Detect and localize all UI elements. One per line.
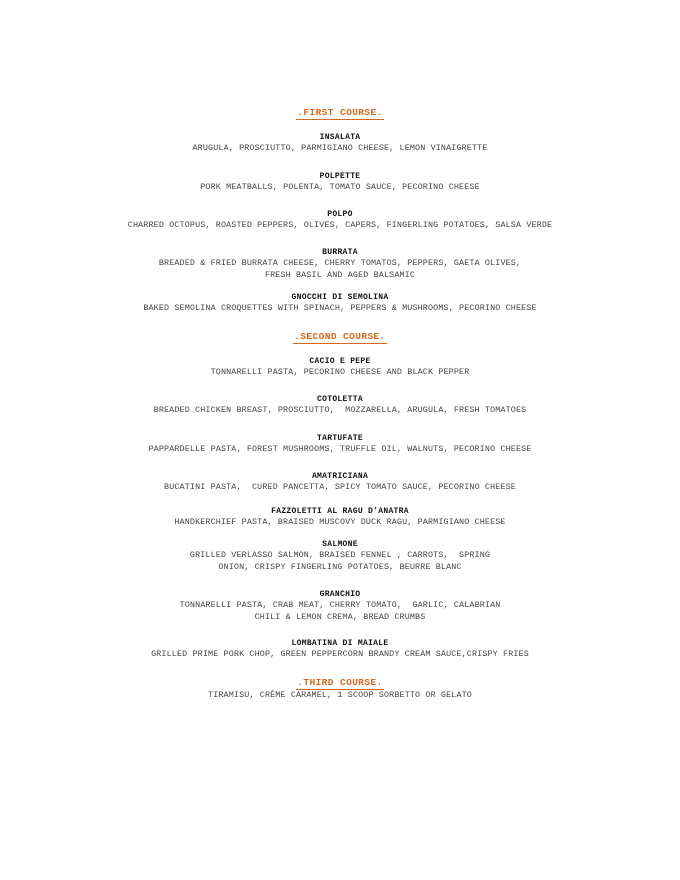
dish-description: PAPPARDELLE PASTA, FOREST MUSHROOMS, TRUFFLE OIL, WALNUTS, PECORINO CHEESE	[148, 444, 532, 454]
dessert-description: TIRAMISU, CRÈME CARAMEL, 1 SCOOP SORBETTO OR GELATO	[208, 690, 472, 700]
dish-salmone	[0, 539, 680, 573]
dish-tartufate	[0, 433, 680, 456]
dish-name: GRANCHIO	[319, 590, 361, 599]
dish-gnocchi-di-semolina	[0, 292, 680, 315]
dish-name: COTOLETTA	[317, 395, 363, 404]
dish-description: BREADED & FRIED BURRATA CHEESE, CHERRY TOMATOS, PEPPERS, GAETA OLIVES,	[158, 258, 522, 268]
dish-description: HANDKERCHIEF PASTA, BRAISED MUSCOVY DUCK RAGU, PARMIGIANO CHEESE	[174, 517, 506, 527]
dish-cacio-e-pepe	[0, 356, 680, 379]
dish-name: CACIO E PEPE	[309, 357, 371, 366]
dish-name: FAZZOLETTI AL RAGU D’ANATRA	[271, 507, 409, 516]
dish-description: TONNARELLI PASTA, CRAB MEAT, CHERRY TOMATO, GARLIC, CALABRIAN	[179, 600, 501, 610]
dish-amatriciana	[0, 471, 680, 494]
dish-description: BAKED SEMOLINA CROQUETTES WITH SPINACH, PEPPERS & MUSHROOMS, PECORINO CHEESE	[143, 303, 537, 313]
dish-name: INSALATA	[319, 133, 361, 142]
dish-description: BUCATINI PASTA, CURED PANCETTA, SPICY TOMATO SAUCE, PECORINO CHEESE	[164, 482, 516, 492]
dish-description: CHARRED OCTOPUS, ROASTED PEPPERS, OLIVES, CAPERS, FINGERLING POTATOES, SALSA VERDE	[127, 220, 553, 230]
dish-name: BURRATA	[322, 248, 358, 257]
dish-description: ONION, CRISPY FINGERLING POTATOES, BEURRE BLANC	[218, 561, 462, 572]
dish-description: GRILLED PRIME PORK CHOP, GREEN PEPPERCORN BRANDY CREAM SAUCE,CRISPY FRIES	[151, 649, 529, 659]
dish-name: SALMONE	[322, 540, 358, 549]
first-course-title: .FIRST COURSE.	[297, 107, 383, 118]
dish-description: CHILI & LEMON CREMA, BREAD CRUMBS	[254, 611, 426, 622]
third-course-heading	[0, 677, 680, 690]
dish-name: POLPO	[327, 210, 353, 219]
dish-description: TONNARELLI PASTA, PECORINO CHEESE AND BLACK PEPPER	[210, 367, 470, 377]
dish-granchio	[0, 589, 680, 623]
dish-name: TARTUFATE	[317, 434, 363, 443]
dish-name: AMATRICIANA	[311, 472, 369, 481]
dish-cotoletta	[0, 394, 680, 417]
dish-description: PORK MEATBALLS, POLENTA, TOMATO SAUCE, PECORINO CHEESE	[200, 182, 480, 192]
dish-insalata	[0, 132, 680, 155]
third-course-title: .THIRD COURSE.	[297, 677, 383, 688]
second-course-title: .SECOND COURSE.	[294, 331, 386, 342]
first-course-heading	[0, 107, 680, 120]
dish-burrata	[0, 247, 680, 281]
dish-description: BREADED CHICKEN BREAST, PROSCIUTTO, MOZZARELLA, ARUGULA, FRESH TOMATOES	[153, 405, 527, 415]
dish-description: FRESH BASIL AND AGED BALSAMIC	[264, 269, 416, 280]
dish-description: GRILLED VERLASSO SALMON, BRAISED FENNEL , CARROTS, SPRING	[189, 550, 491, 560]
dish-polpo	[0, 209, 680, 232]
second-course-heading	[0, 331, 680, 344]
dish-name: GNOCCHI DI SEMOLINA	[291, 293, 389, 302]
dish-fazzoletti-al-ragu-danatra	[0, 506, 680, 529]
dish-description: ARUGULA, PROSCIUTTO, PARMIGIANO CHEESE, LEMON VINAIGRETTE	[192, 143, 488, 153]
dish-name: LOMBATINA DI MAIALE	[291, 639, 389, 648]
third-course-desserts	[0, 690, 680, 702]
dish-polpette	[0, 171, 680, 194]
dish-lombatina-di-maiale	[0, 638, 680, 661]
dish-name: POLPETTE	[319, 172, 361, 181]
